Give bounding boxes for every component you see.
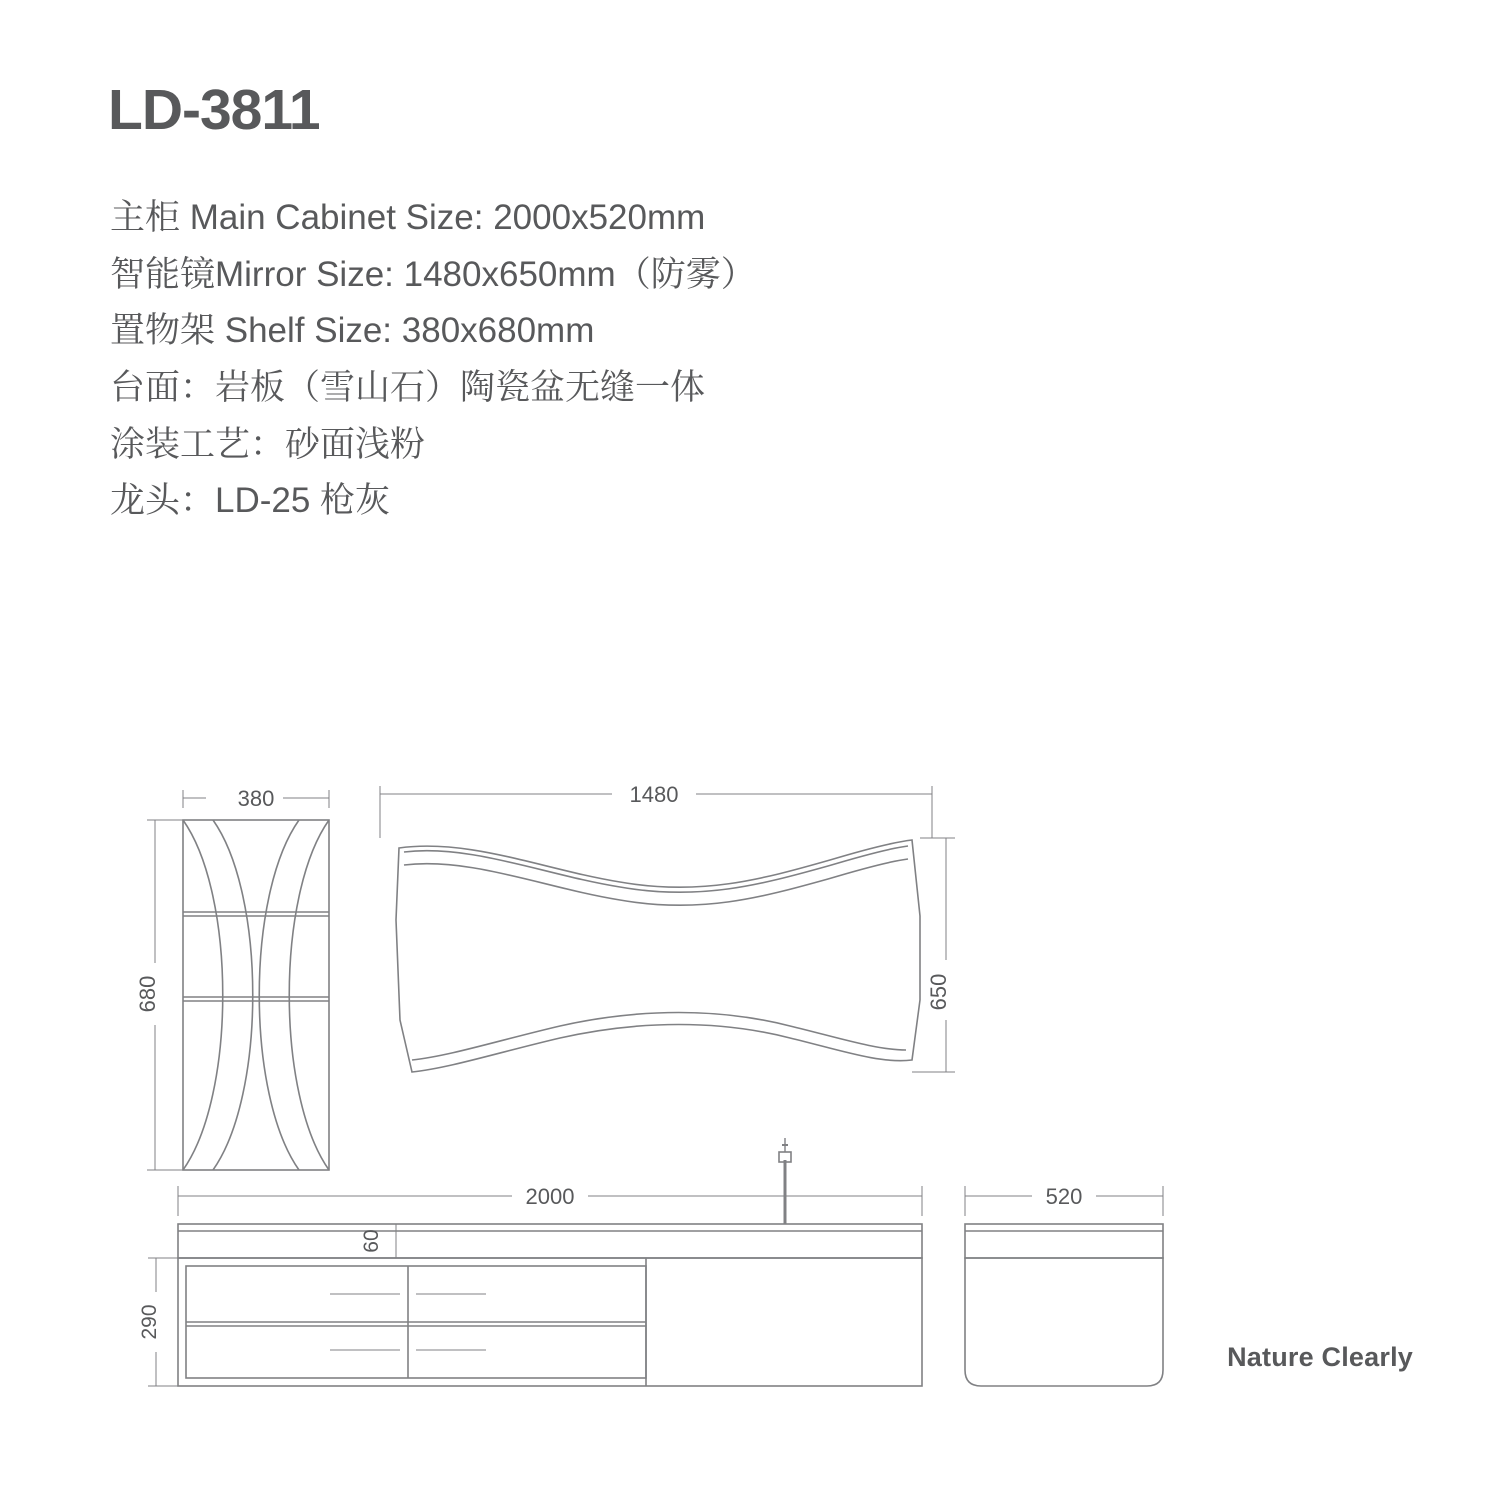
mirror-inner-line-bottom: [412, 1013, 906, 1061]
technical-drawing: [0, 720, 1501, 1420]
spec-line-faucet: 龙头：LD-25 枪灰: [110, 481, 391, 521]
mirror-width-label: 1480: [629, 782, 679, 807]
shelf-outline: [183, 820, 329, 1170]
brand-label: Nature Clearly: [1227, 1342, 1413, 1372]
mirror-front-view: [380, 782, 955, 1072]
shelf-curve-left-outer: [183, 820, 223, 1170]
cabinet-front-view: [138, 1138, 922, 1386]
shelf-width-label: 380: [237, 786, 275, 811]
mirror-height-label: 650: [926, 973, 951, 1011]
spec-line-shelf: 置物架 Shelf Size: 380x680mm: [110, 311, 595, 351]
side-view-body: [965, 1258, 1163, 1386]
shelf-curve-left-inner: [213, 820, 253, 1170]
page-title: LD-3811: [108, 78, 320, 142]
cabinet-width-label: 2000: [525, 1184, 575, 1209]
shelf-curve-right-outer: [289, 820, 329, 1170]
spec-line-finish: 涂装工艺：砂面浅粉: [110, 424, 426, 464]
shelf-height-label: 680: [135, 975, 160, 1013]
spec-line-countertop: 台面：岩板（雪山石）陶瓷盆无缝一体: [110, 368, 706, 408]
mirror-inner-line-top2: [404, 859, 908, 905]
shelf-curve-right-inner: [259, 820, 299, 1170]
spec-line-mirror: 智能镜Mirror Size: 1480x650mm（防雾）: [110, 254, 756, 294]
specification-list: [110, 190, 1110, 530]
cabinet-height-label: 290: [138, 1304, 161, 1340]
shelf-front-view: [135, 786, 329, 1170]
cabinet-countertop: [178, 1224, 922, 1258]
side-depth-label: 520: [1045, 1184, 1083, 1209]
cabinet-top-thickness-label: 60: [360, 1229, 383, 1253]
spec-line-main-cabinet: 主柜 Main Cabinet Size: 2000x520mm: [110, 198, 706, 237]
side-view-countertop: [965, 1224, 1163, 1258]
cabinet-side-view: [965, 1184, 1163, 1386]
